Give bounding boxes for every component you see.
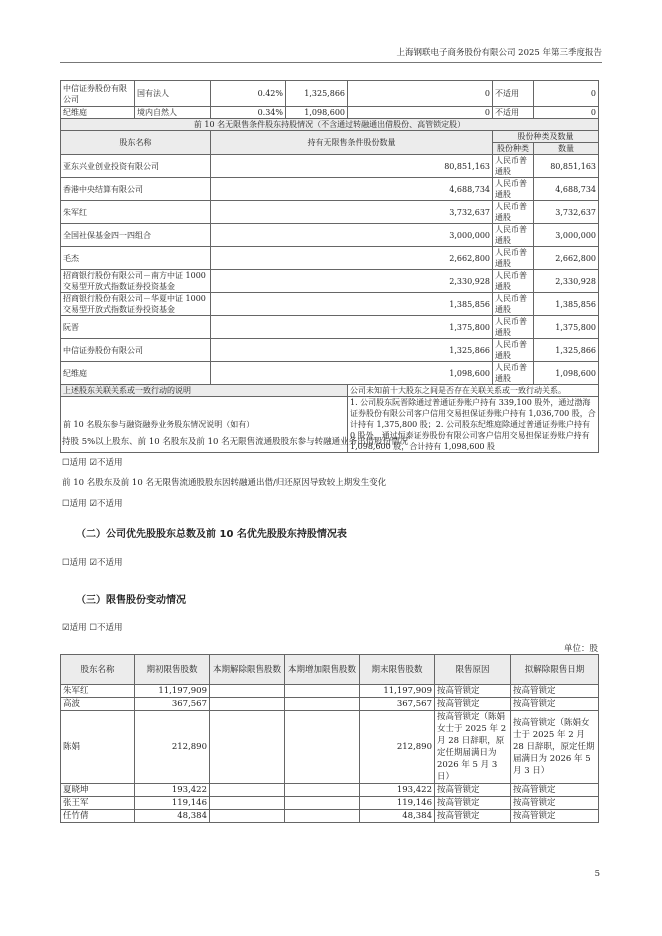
shareholder-type: 境内自然人: [135, 107, 211, 119]
col-header-type-group: 股份种类及数量: [493, 131, 599, 143]
share-qty: 1,098,600: [534, 362, 599, 385]
share-type: 人民币普通股: [493, 270, 534, 293]
table-row: [61, 797, 599, 810]
released-restricted: [210, 797, 285, 810]
added-restricted: [285, 784, 360, 797]
table-row: [61, 339, 599, 362]
shareholder-name: 张王军: [61, 797, 135, 810]
shareholding-pct: 0.42%: [211, 81, 286, 107]
added-restricted: [285, 698, 360, 711]
pledge-count: 0: [534, 107, 599, 119]
share-type: 人民币普通股: [493, 224, 534, 247]
begin-restricted: 367,567: [135, 698, 210, 711]
col-header: 期初限售股数: [135, 655, 210, 685]
table-row: [61, 698, 599, 711]
unrestricted-shares: 3,732,637: [211, 201, 493, 224]
begin-restricted: 48,384: [135, 810, 210, 823]
related-party-text: 公司未知前十大股东之间是否存在关联关系或一致行动关系。: [348, 385, 599, 397]
col-header: 股东名称: [61, 655, 135, 685]
restriction-reason: 按高管锁定: [435, 797, 511, 810]
section-number: （二）: [76, 529, 106, 540]
share-type: 人民币普通股: [493, 178, 534, 201]
col-header: 拟解除限售日期: [511, 655, 599, 685]
unrestricted-shares: 1,098,600: [211, 362, 493, 385]
section-number: （三）: [76, 595, 106, 606]
shareholder-name: 高波: [61, 698, 135, 711]
share-type: 人民币普通股: [493, 316, 534, 339]
shareholder-name: 阮晋: [61, 316, 211, 339]
applicability-checkbox: ☐适用 ☑不适用: [62, 499, 123, 509]
begin-restricted: 11,197,909: [135, 685, 210, 698]
restricted-shares: 0: [348, 81, 493, 107]
unrestricted-shares: 1,375,800: [211, 316, 493, 339]
shareholder-name: 香港中央结算有限公司: [61, 178, 211, 201]
unrestricted-shares: 1,325,866: [211, 339, 493, 362]
shareholder-name: 招商银行股份有限公司－南方中证 1000 交易型开放式指数证券投资基金: [61, 270, 211, 293]
table-row: [61, 316, 599, 339]
unrestricted-shares: 1,385,856: [211, 293, 493, 316]
shareholder-name: 夏晓坤: [61, 784, 135, 797]
shareholder-name: 任竹倩: [61, 810, 135, 823]
released-restricted: [210, 784, 285, 797]
share-type: 人民币普通股: [493, 247, 534, 270]
shareholder-name: 朱军红: [61, 201, 211, 224]
restriction-reason: 按高管锁定: [435, 698, 511, 711]
release-date: 按高管锁定（陈娟女士于 2025 年 2 月 28 日辞职，原定任期届满日为 2026 年 5 月 3 日）: [511, 711, 599, 784]
shareholder-type: 国有法人: [135, 81, 211, 107]
table-row: [61, 784, 599, 797]
applicability-checkbox: ☑适用 ☐不适用: [62, 623, 123, 633]
shareholder-name: 陈娟: [61, 711, 135, 784]
added-restricted: [285, 810, 360, 823]
section-title-row: 前 10 名无限售条件股东持股情况（不含通过转融通出借股份、高管锁定股）: [61, 119, 599, 131]
share-qty: 4,688,734: [534, 178, 599, 201]
table-row: [61, 270, 599, 293]
share-type: 人民币普通股: [493, 362, 534, 385]
begin-restricted: 193,422: [135, 784, 210, 797]
shareholder-name: 中信证券股份有限公司: [61, 339, 211, 362]
section-heading-restricted: [76, 591, 186, 606]
section-heading-preferred: [76, 525, 347, 540]
release-date: 按高管锁定: [511, 685, 599, 698]
shareholder-name: 亚东兴业创业投资有限公司: [61, 155, 211, 178]
margin-trading-text: 1. 公司股东阮晋除通过普通证券账户持有 339,100 股外，通过渤海证券股份有限公司客户信用交易担保证券账户持有 1,036,700 股，合计持有 1,375,800 股；2. 公司股东纪维庭除通过普通证券账户持有 0 股外，通过恒泰证券股份有限公司客户信用交易担保证券账户持有 1,098,600 股，合计持有 1,098,600 股: [348, 397, 599, 453]
col-header: 限售原因: [435, 655, 511, 685]
unrestricted-shares: 4,688,734: [211, 178, 493, 201]
pledge-status: 不适用: [493, 81, 534, 107]
col-header-type: 股份种类: [493, 143, 534, 155]
begin-restricted: 212,890: [135, 711, 210, 784]
unrestricted-shares: 2,662,800: [211, 247, 493, 270]
released-restricted: [210, 698, 285, 711]
col-header-name: 股东名称: [61, 131, 211, 155]
table-row: [61, 247, 599, 270]
pledge-count: 0: [534, 81, 599, 107]
top-shareholders-table: [60, 80, 599, 453]
shares-held: 1,098,600: [286, 107, 348, 119]
table-row: [61, 362, 599, 385]
col-header: 本期解除限售股数: [210, 655, 285, 685]
shareholder-name: 朱军红: [61, 685, 135, 698]
shareholder-name: 毛杰: [61, 247, 211, 270]
share-qty: 3,000,000: [534, 224, 599, 247]
released-restricted: [210, 685, 285, 698]
table-row: [61, 685, 599, 698]
related-party-label: 上述股东关联关系或一致行动的说明: [61, 385, 348, 397]
end-restricted: 119,146: [360, 797, 435, 810]
share-type: 人民币普通股: [493, 201, 534, 224]
applicability-checkbox: ☐适用 ☑不适用: [62, 558, 123, 568]
table-row: [61, 178, 599, 201]
pledge-status: 不适用: [493, 107, 534, 119]
shareholding-pct: 0.34%: [211, 107, 286, 119]
col-header: 本期增加限售股数: [285, 655, 360, 685]
share-type: 人民币普通股: [493, 155, 534, 178]
col-header-shares: 持有无限售条件股份数量: [211, 131, 493, 155]
share-qty: 2,662,800: [534, 247, 599, 270]
page-header: [60, 46, 602, 63]
shareholder-name: 招商银行股份有限公司－华夏中证 1000 交易型开放式指数证券投资基金: [61, 293, 211, 316]
end-restricted: 11,197,909: [360, 685, 435, 698]
shareholder-name: 纪维庭: [61, 362, 211, 385]
section-title: 公司优先股股东总数及前 10 名优先股股东持股情况表: [106, 529, 347, 540]
table-row: [61, 810, 599, 823]
restriction-reason: 按高管锁定: [435, 810, 511, 823]
share-qty: 2,330,928: [534, 270, 599, 293]
restriction-reason: 按高管锁定: [435, 784, 511, 797]
end-restricted: 212,890: [360, 711, 435, 784]
share-type: 人民币普通股: [493, 339, 534, 362]
table-row: [61, 711, 599, 784]
share-type: 人民币普通股: [493, 293, 534, 316]
restriction-reason: 按高管锁定（陈娟女士于 2025 年 2 月 28 日辞职，原定任期届满日为 2026 年 5 月 3 日）: [435, 711, 511, 784]
unrestricted-shares: 2,330,928: [211, 270, 493, 293]
release-date: 按高管锁定: [511, 698, 599, 711]
shareholder-name: 纪维庭: [61, 107, 135, 119]
shareholder-name: 中信证券股份有限公司: [61, 81, 135, 107]
unit-label: 单位：股: [563, 644, 598, 654]
applicability-checkbox: ☐适用 ☑不适用: [62, 458, 123, 468]
end-restricted: 48,384: [360, 810, 435, 823]
release-date: 按高管锁定: [511, 810, 599, 823]
release-date: 按高管锁定: [511, 784, 599, 797]
share-qty: 1,385,856: [534, 293, 599, 316]
released-restricted: [210, 711, 285, 784]
table-row: [61, 224, 599, 247]
table-row: [61, 201, 599, 224]
added-restricted: [285, 797, 360, 810]
page-number: 5: [594, 869, 600, 879]
table-row: [61, 293, 599, 316]
added-restricted: [285, 711, 360, 784]
end-restricted: 367,567: [360, 698, 435, 711]
col-header-qty: 数量: [534, 143, 599, 155]
margin-trading-label: 前 10 名股东参与融资融券业务股东情况说明（如有）: [61, 397, 348, 453]
shareholder-name: 全国社保基金四一四组合: [61, 224, 211, 247]
restricted-shares: 0: [348, 107, 493, 119]
unrestricted-shares: 80,851,163: [211, 155, 493, 178]
share-qty: 80,851,163: [534, 155, 599, 178]
share-qty: 1,325,866: [534, 339, 599, 362]
securities-lending-note: 持股 5%以上股东、前 10 名股东及前 10 名无限售流通股股东参与转融通业务出借股份情况: [62, 437, 409, 447]
unrestricted-shares: 3,000,000: [211, 224, 493, 247]
begin-restricted: 119,146: [135, 797, 210, 810]
lending-change-note: 前 10 名股东及前 10 名无限售流通股股东因转融通出借/归还原因导致较上期发生变化: [62, 478, 387, 488]
section-title: 限售股份变动情况: [106, 595, 186, 606]
released-restricted: [210, 810, 285, 823]
share-qty: 3,732,637: [534, 201, 599, 224]
report-title: 上海钢联电子商务股份有限公司 2025 年第三季度报告: [396, 48, 602, 58]
restricted-shares-table: [60, 654, 599, 823]
added-restricted: [285, 685, 360, 698]
table-row: [61, 107, 599, 119]
release-date: 按高管锁定: [511, 797, 599, 810]
end-restricted: 193,422: [360, 784, 435, 797]
share-qty: 1,375,800: [534, 316, 599, 339]
col-header: 期末限售股数: [360, 655, 435, 685]
table-row: [61, 155, 599, 178]
restriction-reason: 按高管锁定: [435, 685, 511, 698]
shares-held: 1,325,866: [286, 81, 348, 107]
table-row: [61, 81, 599, 107]
